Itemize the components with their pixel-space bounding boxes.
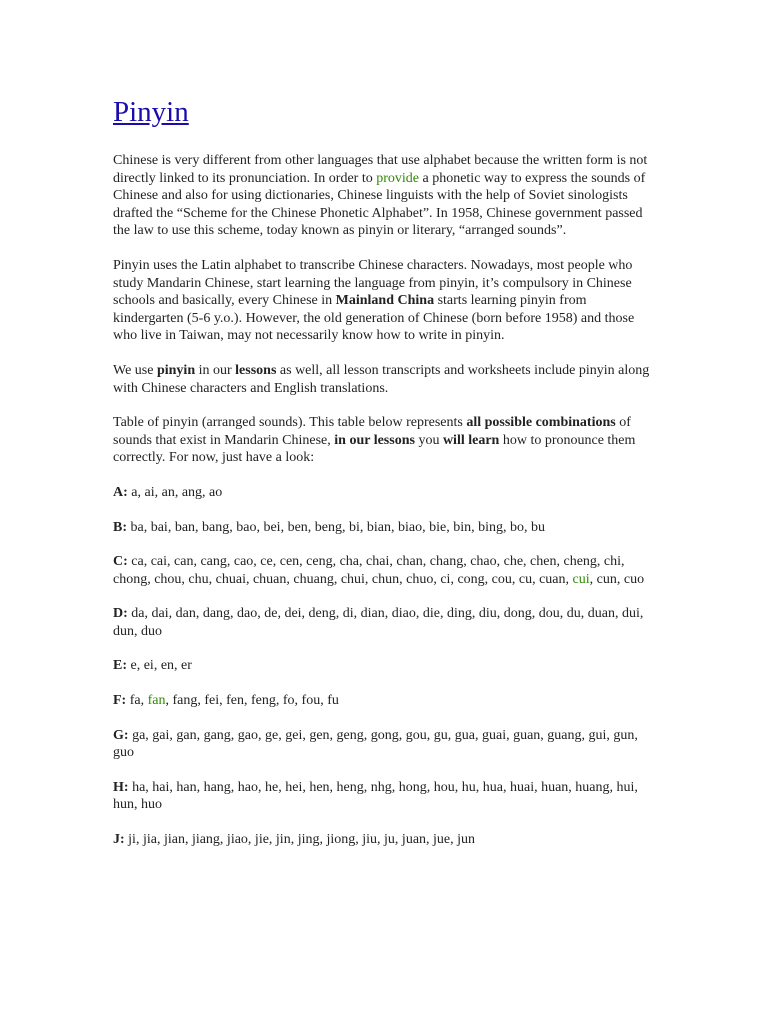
provide-link[interactable]: provide <box>376 170 419 186</box>
letter-j-row <box>113 831 658 849</box>
cui-link[interactable]: cui <box>572 571 590 587</box>
letter-f-row <box>113 692 658 710</box>
article <box>113 94 658 866</box>
letter-j-label: J: <box>113 832 125 848</box>
letter-j-syllables: ji, jia, jian, jiang, jiao, jie, jin, jing, jiong, jiu, ju, juan, jue, jun <box>124 832 476 848</box>
letter-g-syllables: ga, gai, gan, gang, gao, ge, gei, gen, geng, gong, gou, gu, gua, guai, guan, guang, gui, gun, guo <box>113 727 638 761</box>
we-use-pinyin-paragraph <box>113 362 658 397</box>
fan-link[interactable]: fan <box>147 693 166 709</box>
letter-e-syllables: e, ei, en, er <box>127 658 192 674</box>
letter-c-row <box>113 553 658 588</box>
p4-text-4: how to pronounce them correctly. For now, just have a look: <box>113 432 636 466</box>
p2-text-2: starts learning pinyin from kindergarten (5-6 y.o.). However, the old generation of Chinese (born before 1958) and those who live in Taiwan, may not necessarily know how to write in pinyin. <box>113 293 635 344</box>
intro-text-2: a phonetic way to express the sounds of Chinese and also for using dictionaries, Chinese linguists with the help of Soviet sinologists drafted the “Scheme for the Chinese Phonetic Alphabet”. In 1958, Chinese government passed the law to use this scheme, today known as pinyin or literary, “arranged sounds”. <box>113 170 646 239</box>
all-combinations-bold: all possible combinations <box>466 415 616 431</box>
p3-text-2: in our <box>195 362 236 378</box>
letter-f-syllables-2: , fang, fei, fen, feng, fo, fou, fu <box>165 693 339 709</box>
p4-text-3: you <box>414 432 443 448</box>
lessons-bold: lessons <box>235 362 277 378</box>
p2-text-1: Pinyin uses the Latin alphabet to transcribe Chinese characters. Nowadays, most people who study Mandarin Chinese, start learning the language from pinyin, it’s compulsory in Chinese schools and basically, every Chinese in <box>113 257 633 309</box>
letter-d-syllables: da, dai, dan, dang, dao, de, dei, deng, di, dian, diao, die, ding, diu, dong, dou, du, duan, dui, dun, duo <box>113 606 644 639</box>
letter-h-row <box>113 779 658 814</box>
letter-e-row <box>113 657 658 675</box>
in-our-lessons-bold: in our lessons <box>334 432 415 448</box>
p3-text-1: We use <box>113 362 157 378</box>
page-title <box>113 94 658 130</box>
letter-a-row <box>113 484 658 502</box>
letter-b-row <box>113 519 658 537</box>
letter-g-label: G: <box>113 727 129 743</box>
latin-alphabet-paragraph <box>113 257 658 345</box>
letter-e-label: E: <box>113 658 127 674</box>
letter-d-row <box>113 605 658 640</box>
pinyin-bold: pinyin <box>156 362 196 378</box>
letter-f-label: F: <box>113 693 127 709</box>
intro-text-1: Chinese is very different from other languages that use alphabet because the written form is not directly linked to its pronunciation. In order to <box>113 153 648 186</box>
table-intro-paragraph <box>113 414 658 467</box>
mainland-china-bold: Mainland China <box>335 293 435 309</box>
title-link[interactable]: Pinyin <box>113 96 189 128</box>
letter-d-label: D: <box>113 606 128 622</box>
p4-text-2: of sounds that exist in Mandarin Chinese, <box>113 415 631 448</box>
letter-g-row <box>113 727 658 762</box>
will-learn-bold: will learn <box>442 432 500 448</box>
intro-paragraph <box>113 152 658 240</box>
p3-text-3: as well, all lesson transcripts and worksheets include pinyin along with Chinese characters and English translations. <box>113 362 650 396</box>
letter-h-syllables: ha, hai, han, hang, hao, he, hei, hen, heng, nhg, hong, hou, hu, hua, huai, huan, huang, hui, hun, huo <box>113 779 638 813</box>
letter-c-label: C: <box>113 554 128 570</box>
letter-a-syllables: a, ai, an, ang, ao <box>127 484 223 500</box>
p4-text-1: Table of pinyin (arranged sounds). This table below represents <box>113 415 467 431</box>
letter-f-syllables-1: fa, <box>126 693 148 709</box>
letter-c-syllables-1: ca, cai, can, cang, cao, ce, cen, ceng, cha, chai, chan, chang, chao, che, chen, cheng, chi, chong, chou, chu, chuai, chuan, chuang, chui, chun, chuo, ci, cong, cou, cu, cuan, <box>113 554 625 587</box>
letter-b-syllables: ba, bai, ban, bang, bao, bei, ben, beng, bi, bian, biao, bie, bin, bing, bo, bu <box>127 519 545 535</box>
letter-h-label: H: <box>113 779 129 795</box>
letter-a-label: A: <box>113 484 128 500</box>
letter-c-syllables-2: , cun, cuo <box>589 571 645 587</box>
letter-b-label: B: <box>113 519 127 535</box>
